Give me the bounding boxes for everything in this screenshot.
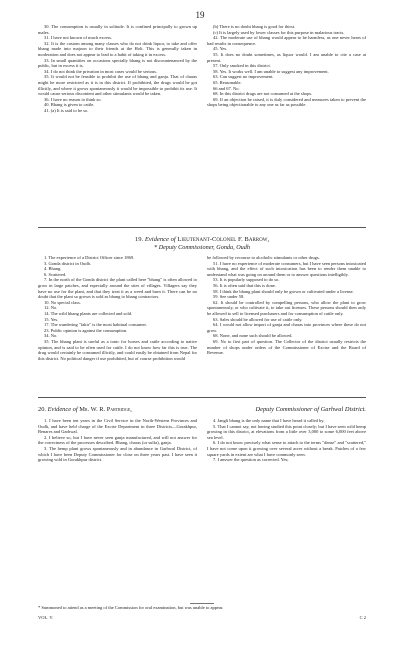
answer-paragraph: 35. It would not be feasible to prohibit the use of bhang and ganja. That of charas might be more restricted as it is in this district. If prohibited, the drugs would be got illicitly, and where it grows spontaneously it would be impossible to prohibit its use. It would cause serious discontent and other stimulants would be taken.	[38, 74, 197, 97]
answer-paragraph: 17. The wandering "fakir" is the most habitual consumer.	[44, 322, 147, 328]
answer-paragraph: 34. I do not think the privation in most cases would be serious.	[44, 68, 157, 74]
answer-paragraph: 58. Yes. It works well. I am unable to suggest any improvement.	[213, 68, 329, 74]
answer-paragraph: 53. It is popularly supposed to do so.	[213, 277, 280, 283]
answer-paragraph: be followed by recourse to alcoholic stimulants or other drugs.	[207, 255, 320, 260]
answer-paragraph: 68. In this district drugs are not consumed at the shops.	[213, 91, 313, 97]
witness-title: Deputy Commissioner of Garhwal District.	[255, 406, 366, 413]
answer-paragraph: 59. See under 58.	[213, 294, 245, 300]
section-3-answers	[38, 418, 366, 463]
answer-paragraph: 51. I have no experience of moderate consumers, but I have seen persons intoxicated with bhang, and the effect of such intoxication has been to render them unable to understand what was going on around them or to answer questions intelligibly.	[207, 260, 366, 277]
heading-left	[38, 406, 132, 414]
page-footer	[38, 615, 366, 621]
heading-evidence-label: Evidence of	[47, 406, 78, 413]
answer-paragraph: 63. Sales should be allowed for use of cattle only.	[213, 316, 303, 322]
answer-paragraph: 15. Yes.	[44, 316, 59, 322]
answer-paragraph: 30. The consumption is usually in solitude. It is confined principally to grown up males.	[38, 24, 197, 35]
section-2-answers	[38, 255, 366, 361]
answer-paragraph: 42. The moderate use of bhang would appear to be harmless, as one never hears of bad results in consequence.	[207, 35, 366, 46]
answer-paragraph: 5. That I cannot say, not having studied this point closely; but I have seen wild hemp growing in this district, at elevations from a little over 3,000 to some 6,000 feet above sea level.	[207, 423, 366, 440]
answer-paragraph: 57. Only smoked in this district.	[213, 63, 271, 69]
section-3-right-column	[207, 418, 366, 463]
answer-paragraph: 36. I have no reason to think so.	[44, 96, 102, 102]
footnote	[38, 603, 366, 611]
witness-title: * Deputy Commissioner, Gonda, Oudh	[154, 244, 250, 251]
answer-paragraph: 1. I have been ten years in the Civil Service in the North-Western Provinces and Oudh, and have held charge of the Excise Department in three Districts—Gorakhpur, Benares and Garhwal.	[38, 418, 197, 435]
answer-paragraph: 7. In the north of the Gonda district the plant called here "bhang" is often allowed to grow in large patches, and especially around the sites of villages. Villagers say they have no use for the plant, and that they treat it as a weed and burn it. There can be no doubt that the plant so grown is sold as bhang to bhang contractors.	[38, 277, 197, 300]
answer-paragraph: 6. I do not know precisely what sense to attach to the terms "dense" and "scattered," I have not come upon it growing over several acres without a break. Patches of a few square yards in extent are what I have commonly seen.	[207, 440, 366, 457]
answer-paragraph: 55. It does no doubt sometimes, as liquor would. I am unable to cite a case at present.	[207, 51, 366, 63]
witness-name: Mr. W. R. Partridge,	[79, 406, 132, 413]
answer-paragraph: 31. I have not known of much excess.	[44, 35, 113, 41]
section-1-right-column	[207, 24, 366, 114]
answer-paragraph: 58. I think the bhang plant should only be grown or cultivated under a license.	[213, 288, 354, 294]
answer-paragraph: 34. No.	[44, 333, 58, 339]
answer-paragraph: 4. Bhang.	[44, 266, 62, 272]
section-divider	[38, 227, 366, 228]
volume-label: VOL. V.	[38, 615, 54, 620]
section-2-left-column	[38, 255, 197, 361]
evidence-heading-19	[38, 236, 366, 252]
answer-paragraph: 23. Public opinion is against the consumption.	[44, 327, 128, 333]
answer-paragraph: (c) It is largely used by lower classes for this purpose in malarious tracts.	[213, 29, 345, 35]
answer-paragraph: 68. None, and none such should be allowed.	[213, 333, 293, 339]
section-divider	[38, 397, 366, 398]
answer-paragraph: 41. (a) It is said to be so.	[44, 107, 89, 113]
heading-number: 19.	[134, 236, 144, 243]
answer-paragraph: 64. I would not allow import of ganja and charas into provinces where these do not grow.	[207, 322, 366, 333]
answer-paragraph: 33. In small quantities on occasions specially bhang is not discountenanced by the public, but in excess it is.	[38, 57, 197, 69]
heading-evidence-label: Evidence of	[144, 236, 176, 243]
answer-paragraph: 7. I answer the question as corrected. Yes;	[213, 457, 289, 463]
answer-paragraph: 62. It should be controlled by compelling persons, who allow the plant to grow spontaneously, or who cultivate it, to take out licenses. These persons should then only be allowed to sell to licensed purchasers and for consumption of cattle only.	[207, 299, 366, 316]
answer-paragraph: 45. Yes.	[213, 46, 228, 52]
answer-paragraph: 3. The hemp plant grows spontaneously and in abundance in Garhwal District, of which I have been Deputy Commissioner for close on three years past. I have seen it growing wild in Gorakhpur district.	[38, 445, 197, 463]
answer-paragraph: 6. Scattered.	[44, 271, 67, 277]
answer-paragraph: 56. It is often said that this is done.	[213, 282, 276, 288]
page-number: 19	[195, 10, 205, 20]
section-1-answers	[38, 24, 366, 114]
signature-mark: C 2	[359, 615, 366, 620]
section-2-right-column	[207, 255, 366, 361]
witness-name: Lieutenant-Colonel F. Barrow,	[177, 236, 270, 243]
answer-paragraph: 69. If an objection be raised, it is duly considered and measures taken to prevent the shops being objectionable to any one as far as possible.	[207, 96, 366, 108]
answer-paragraph: 1. The experience of a District Officer since 1869.	[44, 255, 135, 260]
answer-paragraph: 66 and 67. No.	[213, 85, 240, 91]
footnote-rule	[190, 603, 214, 604]
section-3-left-column	[38, 418, 197, 463]
answer-paragraph: 32. It is the custom among many classes who do not drink liquor, to take and offer bhang made into majoon to their friends at the Holi. This is generally taken in moderation and does not appear to lead to a habit of taking it in excess.	[38, 40, 197, 57]
answer-paragraph: 65. Reasonable.	[213, 79, 242, 85]
evidence-heading-20	[38, 406, 366, 414]
answer-paragraph: 3. Gonda district in Oudh.	[44, 260, 91, 266]
answer-paragraph: 69. No to first part of question. The Collector of the district usually restricts the number of shops under orders of the Commissioner of Excise and the Board of Revenue.	[207, 338, 366, 356]
footnote-text: * Summoned to attend as a meeting of the Commission for oral examination, but was unable to appear.	[38, 605, 224, 610]
answer-paragraph: 63. Can suggest no improvement.	[213, 74, 274, 80]
answer-paragraph: 40. Bhang is given to cattle.	[44, 102, 95, 108]
section-1-left-column	[38, 24, 197, 114]
answer-paragraph: 2. I believe so, but I have never seen ganja manufactured, and will not answer for the correctness of the processes described. Bhang, charas (or sulfa), ganja.	[38, 434, 197, 446]
heading-number: 20.	[38, 406, 46, 413]
answer-paragraph: 14. The wild bhang plants are collected and sold.	[44, 310, 133, 316]
answer-paragraph: 12. No.	[44, 305, 58, 311]
answer-paragraph: 4. Jangli bhang is the only name that I have heard it called by.	[213, 418, 325, 423]
answer-paragraph: (b) There is no doubt bhang is good for thirst.	[213, 24, 296, 29]
answer-paragraph: 35. The bhang plant is useful as a tonic for horses and cattle according to native opinion, and is said to be often used for cattle. I do not know how far this is true. The drug would certainly be consumed illicitly, and could easily be obtained from Nepal for this district. No political danger if use prohibited, but of course prohibition would	[38, 338, 197, 361]
answer-paragraph: 10. No special class.	[44, 299, 81, 305]
